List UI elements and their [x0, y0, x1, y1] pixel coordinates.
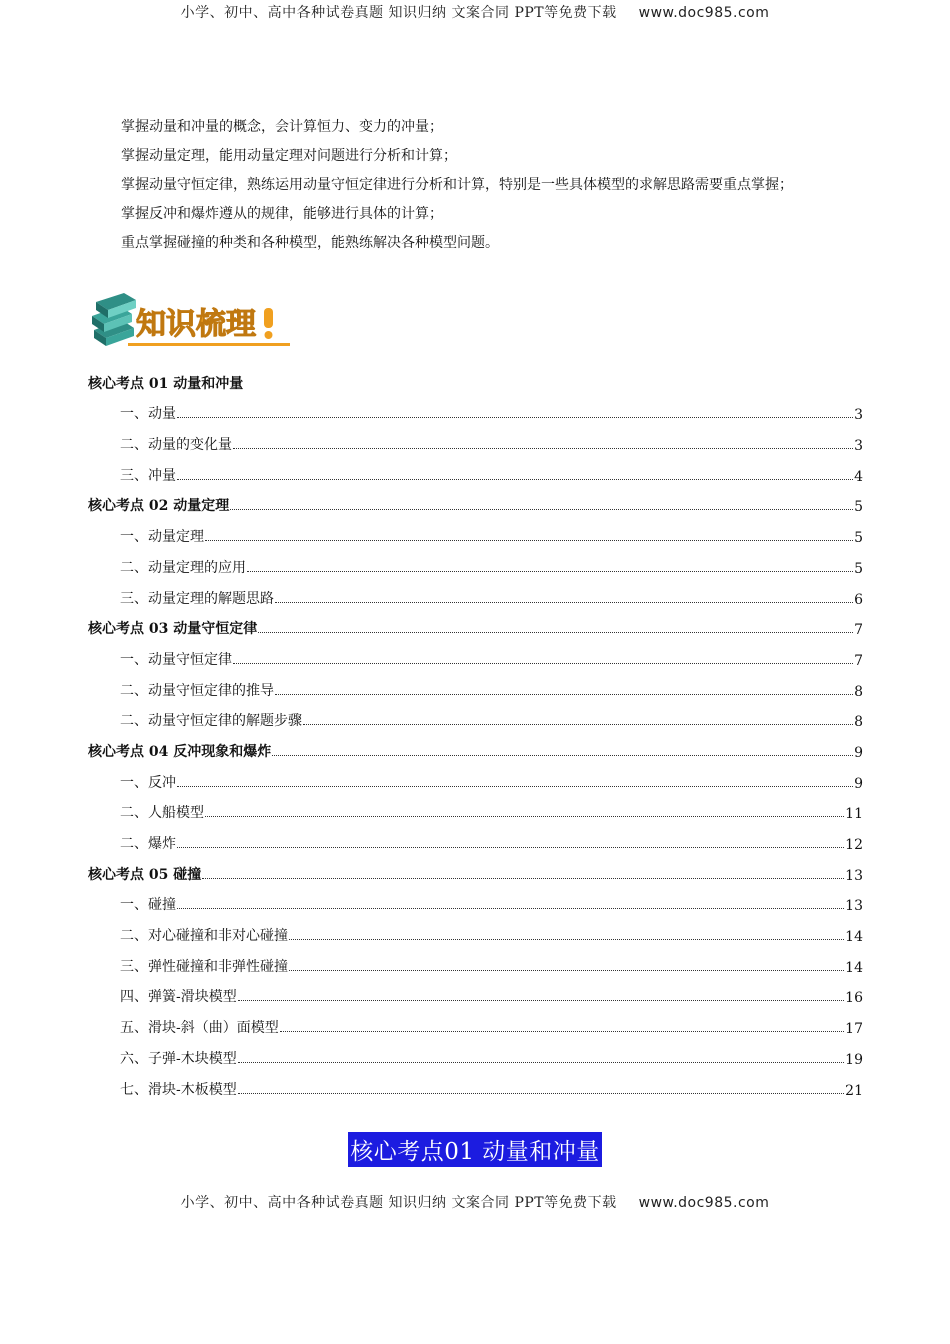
toc-leader-dots	[275, 694, 853, 695]
section-title-text: 核心考点01 动量和冲量	[348, 1132, 602, 1167]
toc-entry[interactable]	[88, 792, 863, 823]
page-header	[0, 2, 950, 22]
toc-page-number: 5	[854, 499, 863, 516]
toc-page-number: 5	[854, 530, 863, 547]
toc-leader-dots	[177, 908, 844, 909]
books-icon	[88, 290, 298, 352]
toc-page-number: 14	[845, 959, 863, 976]
toc-page-number: 13	[845, 867, 863, 884]
toc-entry-title: 核心考点 02 动量定理	[88, 498, 230, 515]
toc-entry[interactable]	[88, 822, 863, 853]
toc-entry-title: 六、子弹-木块模型	[120, 1050, 237, 1067]
table-of-contents	[88, 362, 863, 1099]
toc-entry[interactable]	[88, 1037, 863, 1068]
toc-leader-dots	[177, 417, 853, 418]
toc-entry[interactable]	[88, 884, 863, 915]
toc-leader-dots	[303, 724, 853, 725]
toc-entry-title: 二、人船模型	[120, 805, 204, 822]
toc-page-number: 14	[845, 929, 863, 946]
toc-entry[interactable]	[88, 700, 863, 731]
toc-entry[interactable]	[88, 546, 863, 577]
toc-page-number: 5	[854, 560, 863, 577]
toc-page-number: 9	[854, 775, 863, 792]
toc-entry-title: 二、爆炸	[120, 836, 176, 852]
toc-leader-dots	[177, 479, 853, 480]
header-text: 小学、初中、高中各种试卷真题 知识归纳 文案合同 PPT等免费下载	[180, 5, 617, 21]
toc-entry[interactable]	[88, 515, 863, 546]
toc-leader-dots	[177, 786, 853, 787]
toc-entry-title: 三、动量定理的解题思路	[120, 590, 274, 607]
toc-leader-dots	[177, 847, 844, 848]
toc-entry[interactable]	[88, 761, 863, 792]
learning-objectives	[88, 113, 860, 258]
toc-entry-title: 核心考点 04 反冲现象和爆炸	[88, 743, 272, 760]
toc-section-entry[interactable]	[88, 853, 863, 884]
toc-entry[interactable]	[88, 393, 863, 424]
toc-section-entry[interactable]	[88, 730, 863, 761]
toc-section-entry[interactable]	[88, 608, 863, 639]
toc-entry[interactable]	[88, 976, 863, 1007]
toc-page-number: 17	[845, 1021, 863, 1038]
objective-item: 掌握反冲和爆炸遵从的规律，能够进行具体的计算；	[121, 206, 443, 222]
toc-page-number: 7	[854, 652, 863, 669]
toc-entry-title: 七、滑块-木板模型	[120, 1081, 237, 1098]
toc-section-entry[interactable]	[88, 362, 863, 393]
toc-leader-dots	[230, 509, 853, 510]
toc-entry-title: 核心考点 05 碰撞	[88, 866, 202, 883]
toc-entry[interactable]	[88, 1006, 863, 1037]
objective-item: 掌握动量定理，能用动量定理对问题进行分析和计算；	[121, 148, 457, 164]
toc-entry-title: 五、滑块-斜（曲）面模型	[120, 1020, 279, 1037]
toc-page-number: 21	[845, 1082, 863, 1099]
toc-page-number: 6	[854, 591, 863, 608]
toc-entry[interactable]	[88, 945, 863, 976]
toc-section-entry[interactable]	[88, 485, 863, 516]
toc-page-number: 13	[845, 898, 863, 915]
toc-leader-dots	[238, 1000, 844, 1001]
toc-entry-title: 二、动量守恒定律的解题步骤	[120, 713, 302, 730]
toc-leader-dots	[205, 816, 844, 817]
toc-leader-dots	[233, 663, 853, 664]
footer-text: 小学、初中、高中各种试卷真题 知识归纳 文案合同 PPT等免费下载	[180, 1195, 617, 1211]
knowledge-banner	[88, 290, 298, 352]
toc-entry[interactable]	[88, 1068, 863, 1099]
toc-leader-dots	[247, 571, 853, 572]
banner-text: 知识梳理	[136, 307, 256, 342]
toc-entry-title: 三、冲量	[120, 467, 176, 484]
toc-page-number: 12	[845, 837, 863, 853]
toc-page-number: 8	[854, 683, 863, 700]
toc-leader-dots	[275, 602, 853, 603]
toc-entry[interactable]	[88, 577, 863, 608]
section-title	[0, 1132, 950, 1167]
toc-leader-dots	[205, 540, 853, 541]
toc-entry-title: 四、弹簧-滑块模型	[120, 989, 237, 1006]
toc-page-number: 4	[854, 468, 863, 485]
toc-entry-title: 二、动量的变化量	[120, 437, 232, 454]
toc-page-number: 11	[845, 806, 863, 823]
toc-entry-title: 核心考点 01 动量和冲量	[88, 375, 244, 392]
toc-entry[interactable]	[88, 423, 863, 454]
toc-leader-dots	[289, 970, 844, 971]
toc-entry-title: 一、动量守恒定律	[120, 651, 232, 668]
objective-item: 掌握动量守恒定律，熟练运用动量守恒定律进行分析和计算，特别是一些具体模型的求解思路需要重点掌握；	[121, 177, 793, 193]
toc-entry[interactable]	[88, 454, 863, 485]
toc-page-number: 3	[854, 438, 863, 455]
page-footer	[0, 1192, 950, 1212]
toc-entry-title: 一、动量定理	[120, 529, 204, 546]
toc-entry[interactable]	[88, 638, 863, 669]
toc-page-number: 8	[854, 714, 863, 731]
toc-entry-title: 一、动量	[120, 406, 176, 423]
objective-item: 重点掌握碰撞的种类和各种模型，能熟练解决各种模型问题。	[121, 235, 499, 251]
objective-item: 掌握动量和冲量的概念，会计算恒力、变力的冲量；	[121, 119, 443, 135]
toc-leader-dots	[238, 1062, 844, 1063]
toc-page-number: 7	[854, 622, 863, 639]
toc-leader-dots	[289, 939, 844, 940]
toc-entry-title: 三、弹性碰撞和非弹性碰撞	[120, 958, 288, 975]
toc-leader-dots	[238, 1093, 844, 1094]
toc-page-number: 16	[845, 990, 863, 1007]
toc-page-number: 9	[854, 744, 863, 761]
toc-entry-title: 二、动量定理的应用	[120, 559, 246, 576]
toc-leader-dots	[233, 448, 853, 449]
toc-entry[interactable]	[88, 914, 863, 945]
toc-entry-title: 核心考点 03 动量守恒定律	[88, 621, 258, 638]
toc-entry-title: 二、对心碰撞和非对心碰撞	[120, 928, 288, 945]
toc-entry-title: 二、动量守恒定律的推导	[120, 682, 274, 699]
footer-site[interactable]: www.doc985.com	[638, 1195, 770, 1211]
toc-page-number: 3	[854, 407, 863, 424]
toc-leader-dots	[280, 1031, 844, 1032]
toc-leader-dots	[202, 878, 844, 879]
toc-entry[interactable]	[88, 669, 863, 700]
toc-page-number: 19	[845, 1051, 863, 1068]
toc-entry-title: 一、反冲	[120, 774, 176, 791]
header-site[interactable]: www.doc985.com	[638, 5, 770, 21]
toc-leader-dots	[258, 632, 853, 633]
toc-entry-title: 一、碰撞	[120, 897, 176, 914]
toc-leader-dots	[272, 755, 853, 756]
